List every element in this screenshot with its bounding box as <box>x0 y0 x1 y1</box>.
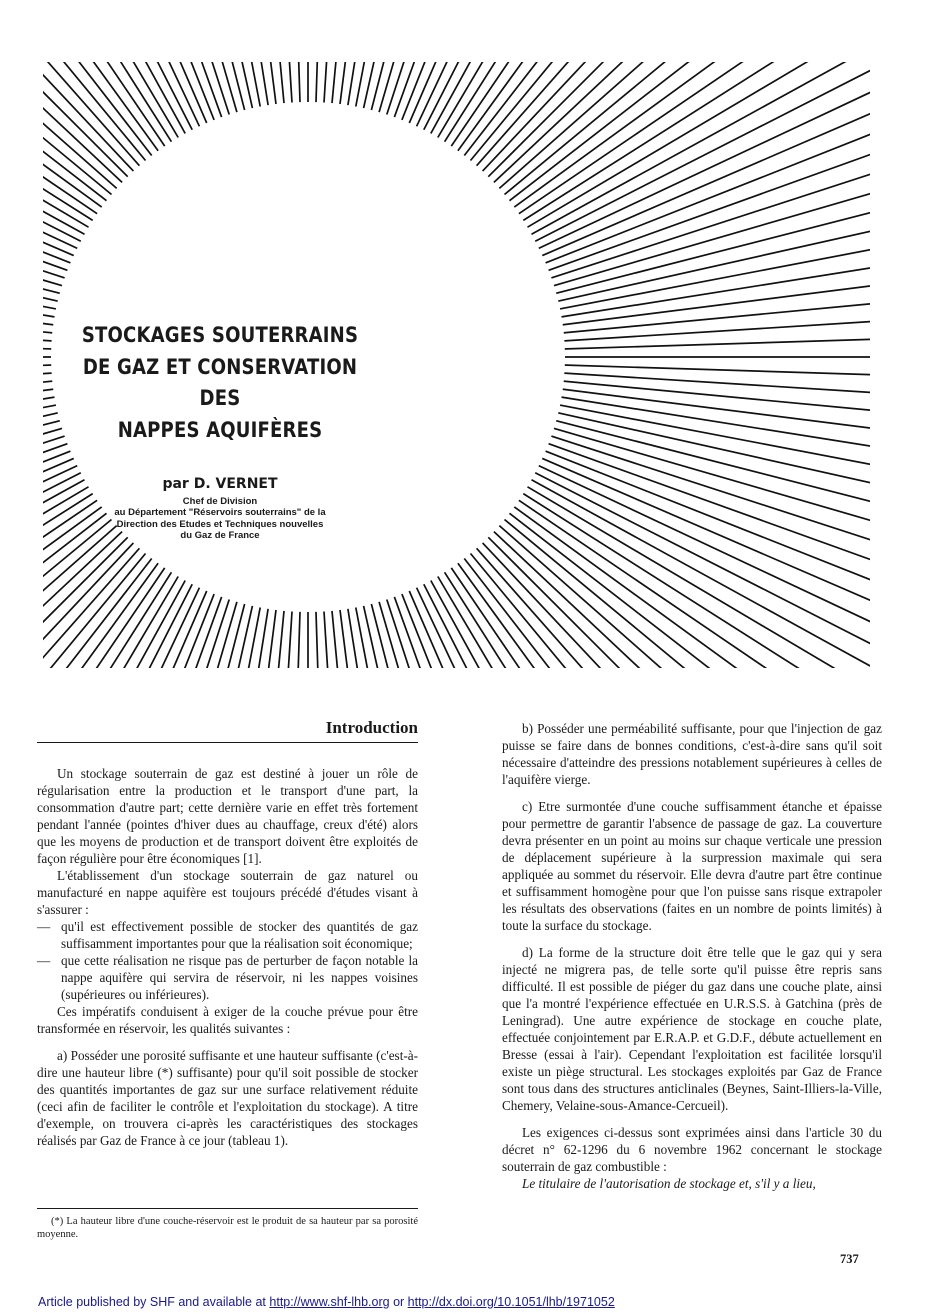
affiliation-line: Direction des Etudes et Techniques nouvelles <box>116 518 324 530</box>
author-affiliation <box>50 496 390 542</box>
radial-line <box>348 62 543 105</box>
radial-line <box>563 310 870 349</box>
radial-line <box>523 62 870 220</box>
radial-line <box>514 62 870 207</box>
radial-line <box>557 413 870 668</box>
radial-line <box>424 62 870 130</box>
radial-line <box>445 572 870 668</box>
affiliation-line: du Gaz de France <box>180 530 260 542</box>
paragraph: Les exigences ci-dessus sont exprimées ainsi dans l'article 30 du décret n° 62-1296 du 6 novembre 1962 concernant le stockage souterrain de gaz combustible : <box>502 1125 882 1174</box>
radial-line <box>43 568 165 668</box>
title-line: STOCKAGES SOUTERRAINS <box>81 323 359 347</box>
radial-line <box>43 62 122 182</box>
paragraph-d: d) La forme de la structure doit être telle que le gaz qui y sera injecté ne migrera pas, de telle sorte qu'il puisse être repris sans difficulté. Il est possible de piéger du gaz dans une couche plate, ainsi que l'a montré l'expérience effectuée en U.R.S.S. à Gatchina (près de Leningrad). Une autre expérience de stockage en couche plate, effectuée conjointement par E.R.A.P. et G.D.F., débute actuellement en Bresse (essai à l'air). Cependant l'exploitation est facilitée lorsqu'il existe un piège structural. Les stockages exploités par Gaz de France sont tous dans des structures anticlinales (Beynes, Saint-Illiers-la-Ville, Chemery, Velaine-sous-Amance-Cercueil). <box>502 945 882 1113</box>
publication-notice <box>38 1295 615 1309</box>
radial-line <box>340 610 496 668</box>
radial-line <box>545 451 870 668</box>
radial-line <box>43 588 199 668</box>
paragraph-c: c) Etre surmontée d'une couche suffisamment étanche et épaisse pour permettre de garantir l'absence de passage de gaz. La couverture devra présenter en un point au moins sur chaque verticale une pression de déplacement supérieure à la surpression maximale qui sera appliquée au sommet du réservoir. Elle devra d'autre part être continue et suffisamment homogène pour que l'on puisse sans risque extrapoler les résultats des observations (faites en un nombre de points limités) à toute la surface du stockage. <box>502 799 882 933</box>
radial-line <box>409 591 870 668</box>
section-heading-introduction: Introduction <box>37 718 418 743</box>
radial-line <box>532 480 871 668</box>
radial-line <box>514 507 870 668</box>
paragraph: Un stockage souterrain de gaz est destiné à jouer un rôle de régularisation entre la production et le transport d'une part, la consommation d'autre part; cette dernière varie en effet très fortement pendant l'année (pointes d'hiver dues au chauffage, creux d'été) alors que les moyens de production et de transport doivent être exploités de façon régulière pour être économiques [1]. <box>37 766 418 866</box>
radial-line <box>43 584 192 668</box>
radial-line <box>551 436 871 668</box>
radial-line <box>548 443 870 668</box>
radial-line <box>562 216 870 333</box>
radial-line <box>464 62 870 156</box>
radial-line <box>43 559 152 669</box>
radial-line <box>364 62 636 108</box>
radial-line <box>43 122 56 317</box>
title-block <box>50 320 390 542</box>
radial-line <box>43 62 207 123</box>
notice-middle: or <box>389 1295 408 1309</box>
notice-prefix: Article published by SHF and available at <box>38 1295 270 1309</box>
radial-line <box>409 62 870 123</box>
paragraph: L'établissement d'un stockage souterrain de gaz naturel ou manufacturé en nappe aquifère est toujours précédé d'études visant à s'assurer : <box>37 868 418 917</box>
radial-line <box>562 381 870 498</box>
radial-line <box>438 62 870 138</box>
author: par D. VERNET <box>162 476 278 492</box>
list-item: — qu'il est effectivement possible de stocker des quantités de gaz suffisamment importantes pour que la réalisation soit économique; <box>37 918 418 952</box>
radial-line <box>560 122 870 317</box>
left-column <box>37 718 418 1149</box>
title-line: DE GAZ ET CONSERVATION DES <box>82 354 358 410</box>
radial-line <box>43 577 178 669</box>
radial-line <box>394 597 816 668</box>
radial-line <box>120 610 276 668</box>
radial-line <box>548 62 870 271</box>
radial-line <box>43 62 133 171</box>
page-number: 737 <box>840 1252 859 1266</box>
radial-line <box>43 62 85 234</box>
radial-line <box>73 62 268 105</box>
affiliation-line: au Département "Réservoirs souterrains" de la <box>114 507 326 519</box>
paragraph-a: a) Posséder une porosité suffisante et une hauteur suffisante (c'est-à-dire une hauteur libre (*) suffisante) pour qu'il soit possible de stocker des quantités importantes de gaz sur une surface relativement réduite (ceci afin de faciliter le contrôle et l'exploitation du stockage). A titre d'exemple, on trouvera ci-après les caractéristiques des stockages réalisés par Gaz de France à ce jour (tableau 1). <box>37 1048 418 1148</box>
paragraph-italic: Le titulaire de l'autorisation de stockage et, s'il y a lieu, <box>522 1176 816 1191</box>
right-column <box>502 720 882 1192</box>
radial-line <box>560 397 870 592</box>
shf-link[interactable]: http://www.shf-lhb.org <box>269 1295 390 1309</box>
radial-line <box>563 365 870 404</box>
doi-link[interactable]: http://dx.doi.org/10.1051/lhb/1971052 <box>407 1295 615 1309</box>
title-line: NAPPES AQUIFÈRES <box>117 417 323 442</box>
radial-line <box>458 62 870 151</box>
radial-line <box>43 537 128 668</box>
paragraph-b: b) Posséder une perméabilité suffisante, pour que l'injection de gaz puisse se faire dans de bonnes conditions, c'est-à-dire sans qu'il soit nécessaire d'atteindre des pressions notablement supérieures à celles de l'aquifère vierge. <box>502 721 882 787</box>
footnote-divider <box>37 1208 418 1209</box>
radial-line <box>43 62 260 107</box>
radial-line <box>379 62 726 112</box>
paragraph: Ces impératifs conduisent à exiger de la couche prévue pour être transformée en réservoir, les qualités suivantes : <box>37 1004 418 1036</box>
article-title <box>74 320 366 446</box>
list-item: — que cette réalisation ne risque pas de perturber de façon notable la nappe aquifère qui servira de réservoir, ni les nappes voisines (supérieures ou inférieures). <box>37 952 418 1003</box>
footnote: (*) La hauteur libre d'une couche-réservoir est le produit de sa hauteur par sa porosité moyenne. <box>37 1216 418 1240</box>
radial-line <box>417 62 870 126</box>
radial-line <box>394 62 816 117</box>
affiliation-line: Chef de Division <box>182 496 258 507</box>
radial-line <box>519 500 870 668</box>
